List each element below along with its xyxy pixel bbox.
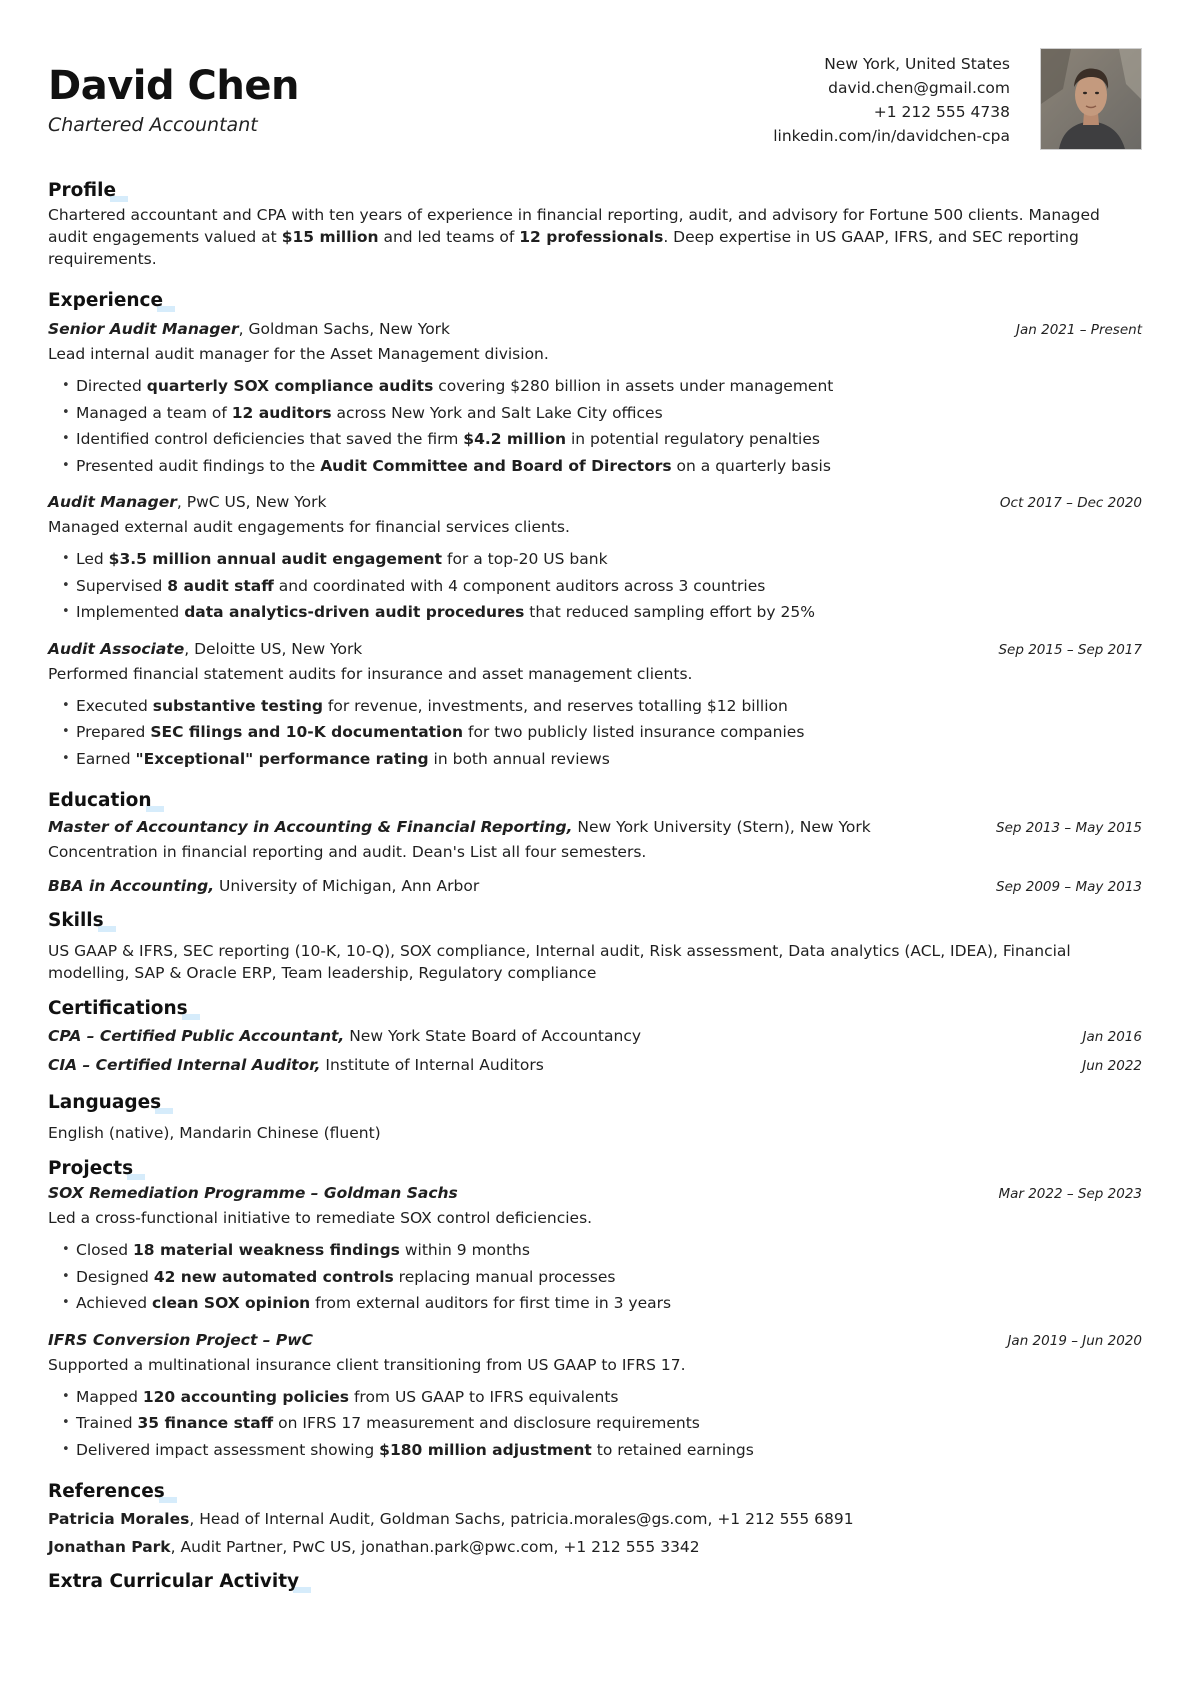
reference-item — [48, 1505, 1142, 1533]
education-description: Concentration in financial reporting and audit. Dean's List all four semesters. — [48, 843, 647, 861]
certification-issuer: Institute of Internal Auditors — [320, 1056, 544, 1074]
experience-entry — [48, 318, 1142, 479]
section-title-skills: Skills — [48, 908, 104, 934]
project-bullets — [62, 1237, 1142, 1317]
certification-name: CPA – Certified Public Accountant, — [48, 1027, 345, 1045]
section-title-profile: Profile — [48, 178, 116, 204]
project-name: SOX Remediation Programme – Goldman Sachs — [48, 1184, 458, 1202]
project-entry — [48, 1182, 1142, 1317]
job-dates: Oct 2017 – Dec 2020 — [999, 495, 1142, 511]
section-title-references: References — [48, 1479, 165, 1505]
list-item: • Identified control deficiencies that saved the firm $4.2 million in potential regulatory penalties — [62, 426, 1142, 453]
profile-section — [48, 178, 1142, 270]
job-org: , Deloitte US, New York — [184, 639, 363, 658]
list-item: • Directed quarterly SOX compliance audits covering $280 billion in assets under management — [62, 373, 1142, 400]
job-dates: Jan 2021 – Present — [1016, 322, 1142, 338]
school-name: University of Michigan, Ann Arbor — [214, 877, 480, 895]
education-dates: Sep 2013 – May 2015 — [996, 820, 1142, 836]
education-section — [48, 788, 1142, 898]
project-dates: Mar 2022 – Sep 2023 — [998, 1186, 1142, 1202]
experience-entry — [48, 638, 1142, 773]
project-entry — [48, 1329, 1142, 1464]
school-name: New York University (Stern), New York — [572, 818, 871, 836]
experience-section — [48, 288, 1142, 772]
skills-list: US GAAP & IFRS, SEC reporting (10-K, 10-Q), SOX compliance, Internal audit, Risk assessment, Data analytics (ACL, IDEA), Financial modelling, SAP & Oracle ERP, Team leadership, Regulatory compliance — [48, 942, 1071, 982]
certification-name: CIA – Certified Internal Auditor, — [48, 1056, 321, 1074]
list-item: • Achieved clean SOX opinion from external auditors for first time in 3 years — [62, 1290, 1142, 1317]
education-dates: Sep 2009 – May 2013 — [996, 879, 1142, 895]
job-title: Senior Audit Manager — [48, 320, 239, 338]
section-title-extra-curricular: Extra Curricular Activity — [48, 1569, 299, 1595]
reference-details: , Head of Internal Audit, Goldman Sachs, patricia.morales@gs.com, +1 212 555 6891 — [189, 1510, 854, 1528]
certification-issuer: New York State Board of Accountancy — [344, 1027, 642, 1045]
reference-details: , Audit Partner, PwC US, jonathan.park@pwc.com, +1 212 555 3342 — [170, 1538, 700, 1556]
languages-list: English (native), Mandarin Chinese (fluent) — [48, 1124, 381, 1142]
degree-title: BBA in Accounting, — [48, 877, 215, 895]
extra-section — [48, 1569, 1142, 1595]
profile-summary: Chartered accountant and CPA with ten years of experience in financial reporting, audit, and advisory for Fortune 500 clients. Managed audit engagements valued at $15 million and led teams of 12 professionals. Deep expertise in US GAAP, IFRS, and SEC reporting requirements. — [48, 206, 1100, 268]
job-bullets — [62, 546, 1142, 626]
list-item: • Prepared SEC filings and 10-K documentation for two publicly listed insurance companies — [62, 719, 1142, 746]
section-title-education: Education — [48, 788, 152, 814]
education-entry — [48, 875, 1142, 898]
certifications-section — [48, 996, 1142, 1080]
section-title-experience: Experience — [48, 288, 163, 314]
job-description: Lead internal audit manager for the Asset Management division. — [48, 345, 549, 363]
list-item: • Managed a team of 12 auditors across New York and Salt Lake City offices — [62, 400, 1142, 427]
education-entry — [48, 816, 1142, 863]
certification-date: Jan 2016 — [1082, 1029, 1142, 1045]
list-item: • Implemented data analytics-driven audit procedures that reduced sampling effort by 25% — [62, 599, 1142, 626]
list-item: • Supervised 8 audit staff and coordinated with 4 component auditors across 3 countries — [62, 573, 1142, 600]
list-item: • Executed substantive testing for revenue, investments, and reserves totalling $12 billion — [62, 693, 1142, 720]
reference-name: Patricia Morales — [48, 1510, 190, 1528]
job-dates: Sep 2015 – Sep 2017 — [998, 641, 1142, 658]
section-title-certifications: Certifications — [48, 996, 188, 1022]
job-org: , PwC US, New York — [176, 493, 327, 511]
job-bullets — [62, 693, 1142, 773]
contact-phone: +1 212 555 4738 — [873, 103, 1010, 121]
certification-item — [48, 1022, 1142, 1051]
reference-item — [48, 1533, 1142, 1561]
resume-header — [48, 44, 1142, 162]
contact-location: New York, United States — [824, 55, 1010, 73]
references-section — [48, 1479, 1142, 1561]
list-item: • Mapped 120 accounting policies from US GAAP to IFRS equivalents — [62, 1384, 1142, 1411]
contact-block — [773, 52, 1010, 148]
section-title-projects: Projects — [48, 1156, 133, 1182]
project-bullets — [62, 1384, 1142, 1464]
degree-title: Master of Accountancy in Accounting & Financial Reporting, — [48, 818, 573, 836]
candidate-name: David Chen — [48, 63, 299, 109]
projects-section — [48, 1156, 1142, 1463]
list-item: • Earned "Exceptional" performance rating in both annual reviews — [62, 746, 1142, 773]
project-description: Led a cross-functional initiative to remediate SOX control deficiencies. — [48, 1209, 593, 1227]
job-description: Performed financial statement audits for insurance and asset management clients. — [48, 664, 693, 683]
list-item: • Presented audit findings to the Audit Committee and Board of Directors on a quarterly basis — [62, 453, 1142, 480]
job-description: Managed external audit engagements for financial services clients. — [48, 518, 570, 536]
skills-section — [48, 908, 1142, 984]
list-item: • Designed 42 new automated controls replacing manual processes — [62, 1264, 1142, 1291]
project-dates: Jan 2019 – Jun 2020 — [1007, 1332, 1142, 1349]
contact-email[interactable]: david.chen@gmail.com — [828, 79, 1010, 97]
list-item: • Led $3.5 million annual audit engagement for a top-20 US bank — [62, 546, 1142, 573]
project-description: Supported a multinational insurance client transitioning from US GAAP to IFRS 17. — [48, 1355, 686, 1374]
experience-entry — [48, 491, 1142, 626]
profile-photo-image — [1041, 49, 1141, 149]
list-item: • Delivered impact assessment showing $180 million adjustment to retained earnings — [62, 1437, 1142, 1464]
certification-item — [48, 1051, 1142, 1080]
section-title-languages: Languages — [48, 1090, 161, 1116]
job-title: Audit Manager — [48, 493, 177, 511]
certification-date: Jun 2022 — [1082, 1058, 1142, 1074]
job-org: , Goldman Sachs, New York — [238, 320, 451, 338]
reference-name: Jonathan Park — [48, 1538, 171, 1556]
contact-linkedin[interactable]: linkedin.com/in/davidchen-cpa — [773, 127, 1010, 145]
list-item: • Trained 35 finance staff on IFRS 17 measurement and disclosure requirements — [62, 1410, 1142, 1437]
job-title: Audit Associate — [48, 639, 185, 658]
list-item: • Closed 18 material weakness findings within 9 months — [62, 1237, 1142, 1264]
candidate-role: Chartered Accountant — [48, 114, 258, 136]
languages-section — [48, 1090, 1142, 1144]
job-bullets — [62, 373, 1142, 479]
profile-photo — [1040, 48, 1142, 150]
project-name: IFRS Conversion Project – PwC — [48, 1330, 313, 1349]
